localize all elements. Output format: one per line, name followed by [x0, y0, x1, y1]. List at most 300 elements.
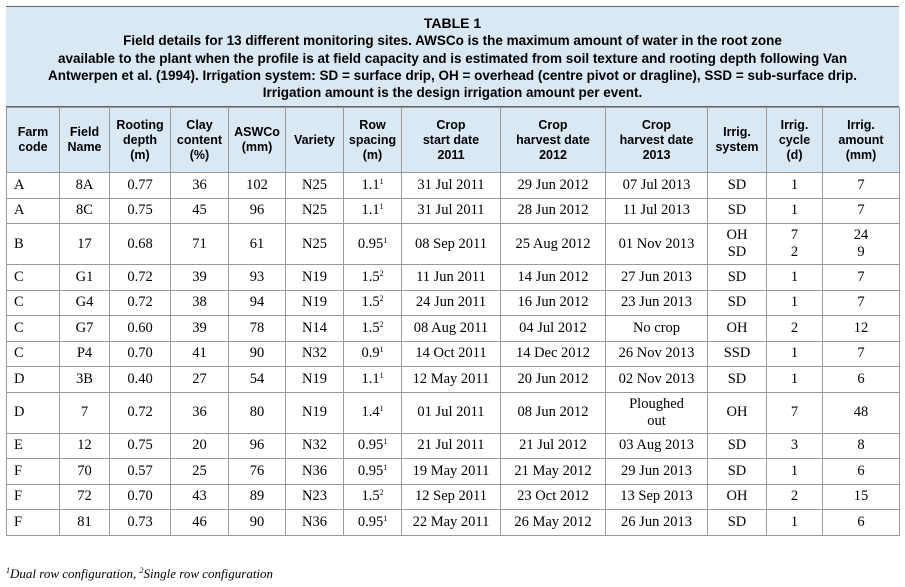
- cell-system: [708, 392, 767, 433]
- cell-depth: 0.72: [110, 265, 171, 291]
- cell-aswco: 78: [229, 316, 286, 342]
- cell-clay: 27: [171, 367, 229, 393]
- column-header-line: (mm): [845, 147, 877, 162]
- cell-h2012: 25 Aug 2012: [501, 224, 606, 265]
- cell-line: 26 Nov 2013: [618, 345, 695, 362]
- cell-system: [708, 484, 767, 510]
- table-row: [7, 265, 900, 291]
- cell-h2013: [606, 433, 708, 459]
- cell-field: 8C: [60, 198, 110, 224]
- cell-h2012: 23 Oct 2012: [501, 484, 606, 510]
- cell-clay: 39: [171, 316, 229, 342]
- spacing-footnote-marker: 2: [379, 488, 384, 498]
- column-header-line: harvest date: [619, 132, 694, 147]
- cell-line: 7: [857, 202, 865, 219]
- spacing-footnote-marker: 2: [379, 294, 384, 304]
- cell-depth: 0.57: [110, 459, 171, 485]
- column-header-line: Rooting: [116, 117, 164, 132]
- column-header-line: harvest date: [516, 132, 590, 147]
- column-header-line: (m): [362, 147, 383, 162]
- cell-h2013: [606, 265, 708, 291]
- cell-h2012: 21 May 2012: [501, 459, 606, 485]
- cell-line: SD: [727, 370, 747, 387]
- cell-h2012: 14 Jun 2012: [501, 265, 606, 291]
- cell-line: out: [647, 412, 666, 429]
- cell-line: 24: [853, 227, 869, 243]
- cell-spacing: [344, 484, 402, 510]
- cell-line: 1: [790, 202, 799, 219]
- cell-aswco: 90: [229, 510, 286, 536]
- column-header: [110, 108, 171, 173]
- cell-line: 29 Jun 2013: [621, 462, 692, 479]
- cell-variety: N32: [286, 433, 344, 459]
- cell-line: 2: [790, 244, 799, 260]
- cell-line: 13 Sep 2013: [620, 488, 693, 505]
- spacing-value: 1.1: [361, 370, 380, 387]
- column-header-line: Crop: [538, 117, 568, 132]
- cell-farm: D: [7, 367, 60, 393]
- table-row: [7, 173, 900, 199]
- cell-amount: [823, 392, 900, 433]
- cell-amount: [823, 224, 900, 265]
- spacing-footnote-marker: 1: [379, 176, 384, 186]
- cell-line: 2: [790, 488, 799, 505]
- column-header-line: (d): [786, 147, 803, 162]
- cell-field: 81: [60, 510, 110, 536]
- spacing-value: 0.9: [361, 345, 380, 362]
- footnote-text: Single row configuration: [143, 566, 274, 581]
- cell-field: 8A: [60, 173, 110, 199]
- table-row: [7, 341, 900, 367]
- column-header: [229, 108, 286, 173]
- cell-spacing: [344, 224, 402, 265]
- cell-amount: [823, 290, 900, 316]
- cell-line: 11 Jul 2013: [622, 202, 691, 219]
- column-header-line: Irrig.: [723, 125, 751, 139]
- column-header-line: (m): [130, 147, 150, 162]
- cell-farm: A: [7, 173, 60, 199]
- column-header-line: Field: [69, 125, 100, 139]
- cell-h2013: [606, 484, 708, 510]
- column-header-line: 2013: [642, 147, 671, 162]
- spacing-footnote-marker: 1: [379, 202, 384, 212]
- cell-h2013: [606, 224, 708, 265]
- cell-line: 7: [857, 176, 865, 193]
- cell-line: SD: [727, 176, 747, 193]
- cell-h2012: 20 Jun 2012: [501, 367, 606, 393]
- table-row: [7, 459, 900, 485]
- caption-line: Irrigation amount is the design irrigation amount per event.: [262, 85, 643, 101]
- column-header-line: Clay: [186, 117, 213, 132]
- cell-line: 26 Jun 2013: [621, 513, 692, 530]
- cell-variety: N19: [286, 265, 344, 291]
- cell-line: 1: [790, 345, 799, 362]
- cell-line: 02 Nov 2013: [618, 370, 695, 387]
- cell-line: SD: [727, 202, 747, 219]
- cell-farm: C: [7, 341, 60, 367]
- cell-clay: 38: [171, 290, 229, 316]
- cell-line: 01 Nov 2013: [618, 235, 695, 252]
- cell-variety: N19: [286, 367, 344, 393]
- cell-farm: C: [7, 265, 60, 291]
- spacing-value: 1.5: [361, 294, 380, 311]
- cell-spacing: [344, 173, 402, 199]
- cell-system: [708, 224, 767, 265]
- table-row: [7, 290, 900, 316]
- cell-system: [708, 510, 767, 536]
- cell-h2013: [606, 290, 708, 316]
- spacing-footnote-marker: 1: [383, 437, 388, 447]
- cell-start: 01 Jul 2011: [402, 392, 501, 433]
- column-header-line: Row: [359, 117, 386, 132]
- cell-spacing: [344, 367, 402, 393]
- cell-cycle: [767, 265, 823, 291]
- spacing-footnote-marker: 1: [383, 513, 388, 523]
- cell-h2013: [606, 367, 708, 393]
- footnote-marker: 1: [6, 566, 10, 575]
- column-header: [823, 108, 900, 173]
- cell-clay: 36: [171, 173, 229, 199]
- cell-aswco: 94: [229, 290, 286, 316]
- spacing-value: 1.5: [361, 488, 380, 505]
- cell-line: SD: [727, 462, 747, 479]
- cell-line: 6: [857, 462, 865, 479]
- cell-clay: 46: [171, 510, 229, 536]
- cell-clay: 45: [171, 198, 229, 224]
- cell-spacing: [344, 316, 402, 342]
- table-row: [7, 224, 900, 265]
- column-header: [60, 108, 110, 173]
- cell-depth: 0.72: [110, 290, 171, 316]
- spacing-footnote-marker: 1: [379, 345, 384, 355]
- header-row: [7, 108, 900, 173]
- cell-h2013: [606, 510, 708, 536]
- cell-line: 7: [857, 268, 865, 285]
- cell-amount: [823, 341, 900, 367]
- cell-clay: 36: [171, 392, 229, 433]
- cell-line: OH: [726, 319, 748, 336]
- spacing-footnote-marker: 1: [383, 462, 388, 472]
- column-header-line: content: [176, 132, 223, 147]
- cell-system: [708, 173, 767, 199]
- cell-start: 21 Jul 2011: [402, 433, 501, 459]
- cell-field: G1: [60, 265, 110, 291]
- cell-line: 1: [790, 294, 799, 311]
- table-row: [7, 367, 900, 393]
- cell-spacing: [344, 290, 402, 316]
- cell-field: P4: [60, 341, 110, 367]
- cell-line: 1: [790, 462, 799, 479]
- caption-line: Field details for 13 different monitoring sites. AWSCo is the maximum amount of water in the root zone: [123, 33, 782, 49]
- table-caption: [6, 6, 899, 107]
- column-header-line: amount: [838, 132, 884, 147]
- cell-line: 03 Aug 2013: [619, 437, 694, 454]
- cell-depth: 0.68: [110, 224, 171, 265]
- cell-farm: F: [7, 510, 60, 536]
- cell-amount: [823, 433, 900, 459]
- cell-system: [708, 316, 767, 342]
- cell-system: [708, 341, 767, 367]
- cell-cycle: [767, 173, 823, 199]
- cell-field: 3B: [60, 367, 110, 393]
- cell-cycle: [767, 510, 823, 536]
- cell-line: 6: [857, 370, 865, 387]
- cell-amount: [823, 484, 900, 510]
- cell-cycle: [767, 392, 823, 433]
- cell-h2013: [606, 459, 708, 485]
- column-header-line: depth: [122, 132, 158, 147]
- cell-aswco: 93: [229, 265, 286, 291]
- cell-line: SD: [727, 294, 747, 311]
- cell-system: [708, 433, 767, 459]
- cell-line: OH: [726, 227, 748, 243]
- cell-line: 1: [790, 176, 799, 193]
- cell-h2013: [606, 173, 708, 199]
- cell-cycle: [767, 224, 823, 265]
- column-header-line: Variety: [293, 132, 335, 147]
- cell-clay: 43: [171, 484, 229, 510]
- cell-aswco: 102: [229, 173, 286, 199]
- cell-field: 12: [60, 433, 110, 459]
- cell-clay: 25: [171, 459, 229, 485]
- cell-h2013: [606, 341, 708, 367]
- column-header-line: 2012: [539, 147, 567, 162]
- caption-line: Antwerpen et al. (1994). Irrigation system: SD = surface drip, OH = overhead (centre pivot or dragline), SSD = sub-surface drip.: [47, 67, 858, 83]
- column-header-line: Farm: [17, 125, 49, 139]
- cell-field: G4: [60, 290, 110, 316]
- cell-h2012: 08 Jun 2012: [501, 392, 606, 433]
- cell-clay: 41: [171, 341, 229, 367]
- cell-variety: N19: [286, 392, 344, 433]
- cell-cycle: [767, 341, 823, 367]
- cell-variety: N25: [286, 198, 344, 224]
- cell-farm: B: [7, 224, 60, 265]
- cell-variety: N32: [286, 341, 344, 367]
- cell-system: [708, 290, 767, 316]
- cell-start: 31 Jul 2011: [402, 198, 501, 224]
- column-header-line: start date: [422, 132, 480, 147]
- column-header-line: Irrig.: [847, 117, 875, 132]
- column-header: [606, 108, 708, 173]
- cell-cycle: [767, 316, 823, 342]
- cell-cycle: [767, 459, 823, 485]
- cell-h2012: 14 Dec 2012: [501, 341, 606, 367]
- column-header-line: system: [715, 140, 759, 154]
- cell-amount: [823, 367, 900, 393]
- cell-cycle: [767, 290, 823, 316]
- cell-start: 08 Aug 2011: [402, 316, 501, 342]
- cell-line: 1: [790, 370, 799, 387]
- cell-line: 8: [857, 437, 865, 454]
- cell-system: [708, 265, 767, 291]
- cell-clay: 71: [171, 224, 229, 265]
- cell-start: 22 May 2011: [402, 510, 501, 536]
- spacing-footnote-marker: 2: [379, 268, 384, 278]
- cell-line: SD: [727, 437, 747, 454]
- table-title: TABLE 1: [423, 15, 482, 31]
- cell-line: 23 Jun 2013: [621, 294, 692, 311]
- cell-field: 72: [60, 484, 110, 510]
- cell-depth: 0.73: [110, 510, 171, 536]
- column-header: [501, 108, 606, 173]
- cell-spacing: [344, 433, 402, 459]
- cell-start: 12 Sep 2011: [402, 484, 501, 510]
- column-header-line: (%): [189, 147, 210, 162]
- table-body: [7, 173, 900, 536]
- column-header: [767, 108, 823, 173]
- spacing-footnote-marker: 1: [379, 370, 384, 380]
- cell-h2013: [606, 316, 708, 342]
- column-header-line: (mm): [241, 140, 273, 154]
- spacing-value: 1.4: [361, 404, 380, 420]
- cell-cycle: [767, 367, 823, 393]
- cell-aswco: 96: [229, 198, 286, 224]
- cell-start: 19 May 2011: [402, 459, 501, 485]
- table-row: [7, 392, 900, 433]
- cell-start: 12 May 2011: [402, 367, 501, 393]
- cell-clay: 39: [171, 265, 229, 291]
- cell-depth: 0.77: [110, 173, 171, 199]
- column-header-line: Crop: [436, 117, 466, 132]
- table-row: [7, 484, 900, 510]
- cell-start: 24 Jun 2011: [402, 290, 501, 316]
- cell-depth: 0.70: [110, 341, 171, 367]
- spacing-value: 1.5: [361, 319, 380, 336]
- table-row: [7, 510, 900, 536]
- column-header-line: ASWCo: [234, 125, 280, 139]
- cell-farm: E: [7, 433, 60, 459]
- cell-depth: 0.40: [110, 367, 171, 393]
- cell-line: 7: [857, 345, 865, 362]
- cell-variety: N19: [286, 290, 344, 316]
- column-header: [7, 108, 60, 173]
- spacing-value: 0.95: [357, 513, 384, 530]
- column-header-line: cycle: [778, 132, 811, 147]
- cell-h2013: [606, 198, 708, 224]
- cell-depth: 0.70: [110, 484, 171, 510]
- cell-amount: [823, 510, 900, 536]
- cell-depth: 0.72: [110, 392, 171, 433]
- cell-h2013: [606, 392, 708, 433]
- cell-h2012: 28 Jun 2012: [501, 198, 606, 224]
- cell-depth: 0.75: [110, 433, 171, 459]
- cell-farm: F: [7, 484, 60, 510]
- cell-line: SSD: [723, 345, 751, 362]
- cell-cycle: [767, 433, 823, 459]
- cell-clay: 20: [171, 433, 229, 459]
- cell-aswco: 90: [229, 341, 286, 367]
- cell-cycle: [767, 198, 823, 224]
- cell-aswco: 54: [229, 367, 286, 393]
- cell-line: SD: [727, 244, 747, 260]
- cell-variety: N23: [286, 484, 344, 510]
- cell-spacing: [344, 198, 402, 224]
- spacing-footnote-marker: 1: [379, 404, 384, 413]
- field-details-table: [6, 107, 900, 536]
- cell-h2012: 04 Jul 2012: [501, 316, 606, 342]
- cell-h2012: 26 May 2012: [501, 510, 606, 536]
- cell-variety: N25: [286, 224, 344, 265]
- cell-line: 9: [857, 244, 865, 260]
- spacing-value: 1.1: [361, 176, 380, 193]
- cell-aswco: 76: [229, 459, 286, 485]
- cell-h2012: 21 Jul 2012: [501, 433, 606, 459]
- cell-line: 2: [790, 319, 799, 336]
- column-header-line: Name: [67, 140, 102, 154]
- cell-spacing: [344, 341, 402, 367]
- table-row: [7, 316, 900, 342]
- cell-h2012: 16 Jun 2012: [501, 290, 606, 316]
- cell-line: OH: [726, 404, 748, 420]
- cell-line: 12: [853, 319, 869, 336]
- cell-aswco: 89: [229, 484, 286, 510]
- cell-field: 7: [60, 392, 110, 433]
- cell-cycle: [767, 484, 823, 510]
- cell-amount: [823, 198, 900, 224]
- cell-aswco: 61: [229, 224, 286, 265]
- table-footnote: [6, 566, 273, 582]
- table-row: [7, 198, 900, 224]
- cell-line: 15: [853, 488, 869, 505]
- cell-system: [708, 459, 767, 485]
- column-header: [402, 108, 501, 173]
- cell-amount: [823, 173, 900, 199]
- cell-spacing: [344, 265, 402, 291]
- cell-line: 1: [790, 268, 799, 285]
- cell-variety: N14: [286, 316, 344, 342]
- column-header: [708, 108, 767, 173]
- cell-depth: 0.75: [110, 198, 171, 224]
- cell-amount: [823, 459, 900, 485]
- column-header: [171, 108, 229, 173]
- cell-line: SD: [727, 513, 747, 530]
- cell-variety: N36: [286, 459, 344, 485]
- cell-line: 7: [790, 404, 799, 420]
- spacing-value: 0.95: [357, 437, 384, 454]
- cell-h2012: 29 Jun 2012: [501, 173, 606, 199]
- spacing-value: 1.5: [361, 268, 380, 285]
- cell-line: 48: [853, 404, 869, 420]
- caption-line: available to the plant when the profile is at field capacity and is estimated from soil texture and rooting depth following Van: [57, 50, 848, 66]
- cell-spacing: [344, 459, 402, 485]
- cell-spacing: [344, 510, 402, 536]
- cell-farm: C: [7, 316, 60, 342]
- cell-farm: F: [7, 459, 60, 485]
- cell-variety: N36: [286, 510, 344, 536]
- cell-farm: A: [7, 198, 60, 224]
- cell-start: 11 Jun 2011: [402, 265, 501, 291]
- cell-field: 17: [60, 224, 110, 265]
- spacing-value: 0.95: [357, 235, 384, 252]
- cell-field: G7: [60, 316, 110, 342]
- cell-line: OH: [726, 488, 748, 505]
- spacing-value: 0.95: [357, 462, 384, 479]
- cell-farm: C: [7, 290, 60, 316]
- footnote-text: Dual row configuration,: [10, 566, 140, 581]
- spacing-value: 1.1: [361, 202, 380, 219]
- cell-line: Ploughed: [629, 395, 684, 412]
- cell-farm: D: [7, 392, 60, 433]
- column-header-line: Irrig.: [780, 117, 809, 132]
- column-header: [344, 108, 402, 173]
- cell-variety: N25: [286, 173, 344, 199]
- cell-line: 7: [790, 227, 799, 243]
- cell-spacing: [344, 392, 402, 433]
- table-row: [7, 433, 900, 459]
- spacing-footnote-marker: 1: [383, 235, 388, 245]
- column-header-line: Crop: [641, 117, 672, 132]
- cell-line: 3: [790, 437, 799, 454]
